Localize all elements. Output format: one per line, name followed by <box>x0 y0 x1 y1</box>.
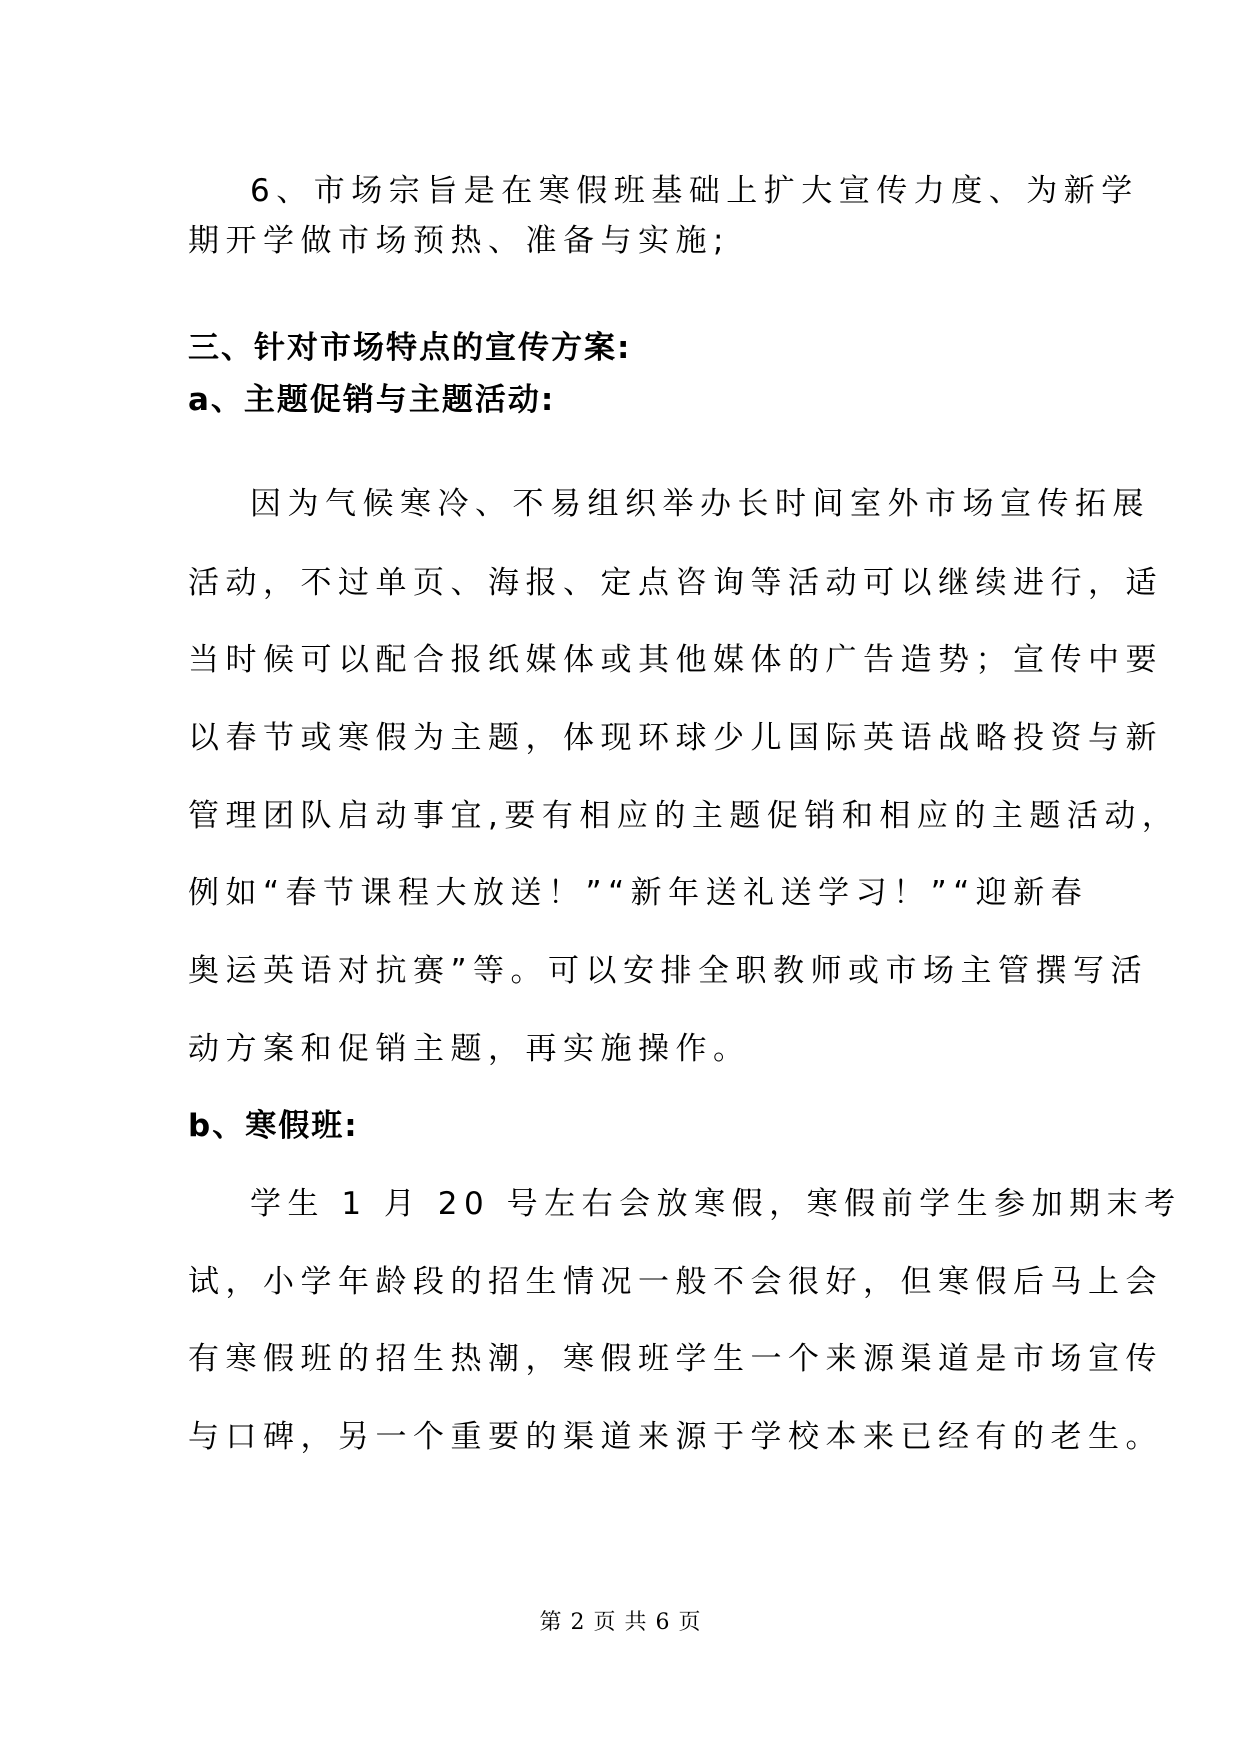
section-heading: 三、针对市场特点的宣传方案: <box>188 330 632 366</box>
subsection-heading: a、主题促销与主题活动: <box>188 382 556 418</box>
paragraph-line: 管理团队启动事宜,要有相应的主题促销和相应的主题活动， <box>188 798 1180 834</box>
paragraph-line: 奥运英语对抗赛”等。可以安排全职教师或市场主管撰写活 <box>188 953 1149 989</box>
paragraph-line: 活动，不过单页、海报、定点咨询等活动可以继续进行，适 <box>188 565 1163 601</box>
paragraph-line: 当时候可以配合报纸媒体或其他媒体的广告造势；宣传中要 <box>188 642 1163 678</box>
paragraph-line: 以春节或寒假为主题，体现环球少儿国际英语战略投资与新 <box>188 720 1163 756</box>
paragraph-line: 例如“春节课程大放送！”“新年送礼送学习！”“迎新春 <box>188 875 1089 911</box>
paragraph-line: 期开学做市场预热、准备与实施; <box>188 223 730 259</box>
paragraph-line: 动方案和促销主题，再实施操作。 <box>188 1031 751 1067</box>
paragraph-line: 试，小学年龄段的招生情况一般不会很好，但寒假后马上会 <box>188 1264 1163 1300</box>
page-number-footer: 第 2 页 共 6 页 <box>539 1610 702 1635</box>
paragraph-line: 学生 1 月 20 号左右会放寒假，寒假前学生参加期末考 <box>250 1186 1182 1222</box>
paragraph-line: 6、市场宗旨是在寒假班基础上扩大宣传力度、为新学 <box>250 173 1139 209</box>
paragraph-line: 与口碑，另一个重要的渠道来源于学校本来已经有的老生。 <box>188 1419 1163 1455</box>
paragraph-line: 有寒假班的招生热潮，寒假班学生一个来源渠道是市场宣传 <box>188 1341 1163 1377</box>
subsection-heading: b、寒假班: <box>188 1108 359 1144</box>
paragraph-line: 因为气候寒冷、不易组织举办长时间室外市场宣传拓展 <box>250 486 1150 522</box>
